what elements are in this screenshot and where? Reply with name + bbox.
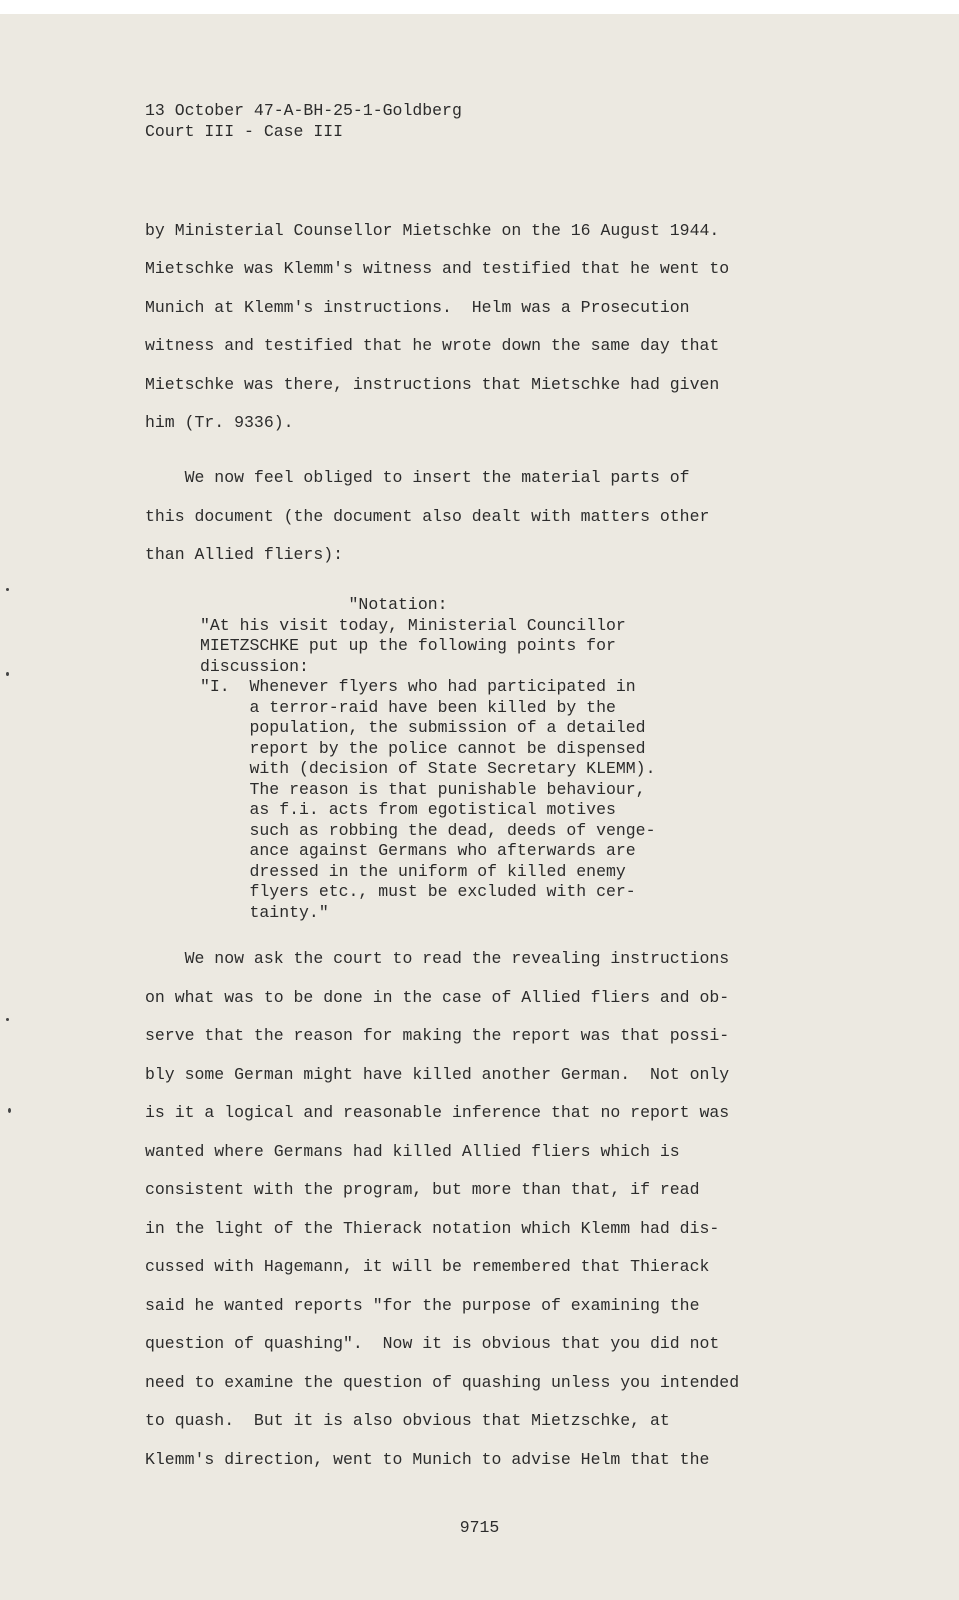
quote-line: a terror-raid have been killed by the — [200, 697, 616, 717]
body-line: bly some German might have killed another German. Not only — [145, 1065, 730, 1084]
body-line: Klemm's direction, went to Munich to advise Helm that the — [145, 1450, 710, 1469]
body-line: in the light of the Thierack notation which Klemm had dis- — [145, 1219, 720, 1238]
quote-line: ance against Germans who afterwards are — [200, 841, 636, 860]
quote-line: as f.i. acts from egotistical motives — [200, 800, 616, 819]
scan-speck — [6, 588, 9, 591]
block-quote — [200, 595, 655, 923]
header-line-2: Court III - Case III — [145, 122, 344, 141]
body-line: cussed with Hagemann, it will be remembered that Thierack — [145, 1257, 710, 1276]
quote-line: dressed in the uniform of killed enemy — [200, 861, 626, 881]
body-line: witness and testified that he wrote down the same day that — [145, 336, 720, 355]
scan-speck — [8, 1108, 11, 1113]
body-line: Munich at Klemm's instructions. Helm was a Prosecution — [145, 298, 690, 317]
scan-top-edge — [0, 0, 959, 14]
body-line: need to examine the question of quashing unless you intended — [145, 1373, 740, 1392]
quote-line: "Notation: — [200, 595, 448, 614]
body-line: than Allied fliers): — [145, 545, 344, 564]
body-line: Mietschke was there, instructions that Mietschke had given — [145, 375, 720, 394]
quote-line: discussion: — [200, 656, 309, 676]
quote-line: such as robbing the dead, deeds of venge- — [200, 820, 656, 840]
body-line: We now ask the court to read the revealing instructions — [145, 949, 730, 968]
body-line: on what was to be done in the case of Allied fliers and ob- — [145, 988, 730, 1007]
body-line: wanted where Germans had killed Allied fliers which is — [145, 1142, 680, 1161]
body-line: question of quashing". Now it is obvious that you did not — [145, 1334, 720, 1353]
quote-line: The reason is that punishable behaviour, — [200, 779, 646, 799]
body-line: is it a logical and reasonable inference that no report was — [145, 1103, 730, 1122]
scan-speck — [6, 1018, 9, 1021]
quote-line: MIETZSCHKE put up the following points for — [200, 636, 616, 655]
body-line: by Ministerial Counsellor Mietschke on the 16 August 1944. — [145, 221, 720, 240]
quote-line: flyers etc., must be excluded with cer- — [200, 882, 636, 901]
body-line: said he wanted reports "for the purpose of examining the — [145, 1296, 700, 1315]
quote-line: tainty." — [200, 902, 329, 922]
page-number: 9715 — [459, 1518, 500, 1537]
body-line: this document (the document also dealt with matters other — [145, 507, 710, 526]
body-line: serve that the reason for making the report was that possi- — [145, 1026, 730, 1045]
quote-line: population, the submission of a detailed — [200, 718, 646, 737]
scan-speck — [6, 672, 9, 676]
document-header — [145, 100, 462, 142]
header-line-1: 13 October 47-A-BH-25-1-Goldberg — [145, 101, 462, 120]
quote-line: "I. Whenever flyers who had participated in — [200, 677, 636, 696]
quote-line: "At his visit today, Ministerial Councillor — [200, 615, 626, 635]
body-line: consistent with the program, but more than that, if read — [145, 1180, 700, 1199]
body-line: We now feel obliged to insert the material parts of — [145, 468, 690, 487]
body-line: him (Tr. 9336). — [145, 413, 294, 432]
quote-line: with (decision of State Secretary KLEMM). — [200, 759, 656, 778]
body-line: Mietschke was Klemm's witness and testified that he went to — [145, 259, 730, 278]
quote-line: report by the police cannot be dispensed — [200, 738, 646, 758]
body-line: to quash. But it is also obvious that Mietzschke, at — [145, 1411, 670, 1430]
